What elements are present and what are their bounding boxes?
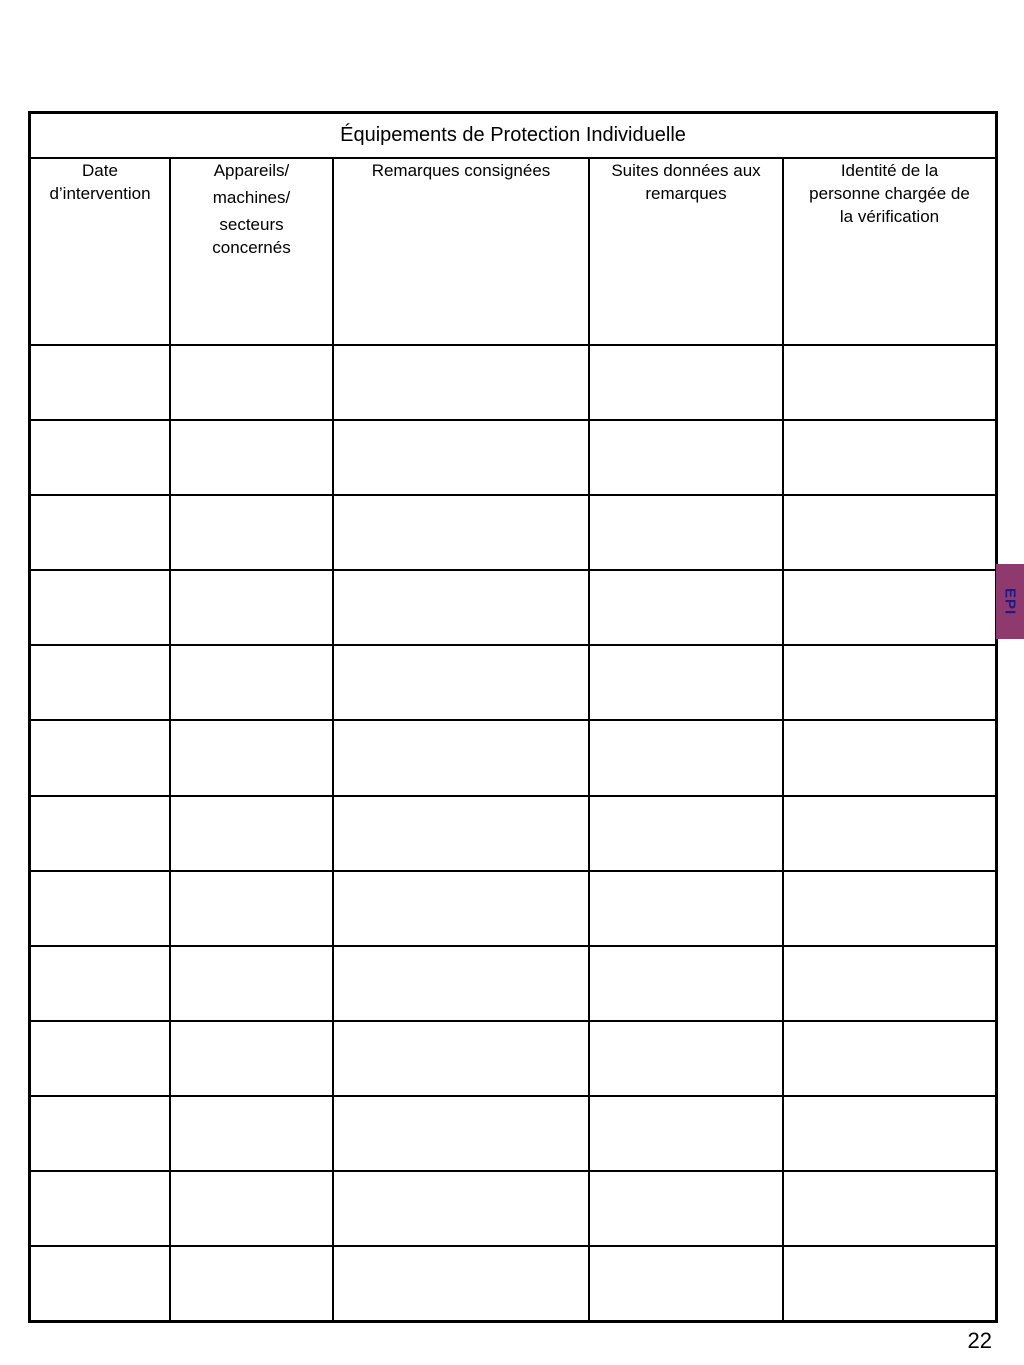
table-cell[interactable] — [589, 1096, 783, 1171]
table-cell[interactable] — [31, 420, 170, 495]
table-cell[interactable] — [31, 570, 170, 645]
table-row — [31, 420, 995, 495]
table-cell[interactable] — [589, 796, 783, 871]
table-cell[interactable] — [783, 645, 995, 720]
table-cell[interactable] — [31, 345, 170, 420]
table-row — [31, 1096, 995, 1171]
table-title: Équipements de Protection Individuelle — [31, 114, 995, 158]
table-row — [31, 495, 995, 570]
table-cell[interactable] — [589, 720, 783, 795]
table-cell[interactable] — [31, 271, 170, 345]
table-row — [31, 796, 995, 871]
table-cell[interactable] — [783, 1246, 995, 1320]
column-header-verifier-line: la vérification — [839, 207, 940, 227]
table-cell[interactable] — [170, 1246, 333, 1320]
column-header-verifier — [783, 158, 995, 271]
table-cell[interactable] — [783, 1021, 995, 1096]
column-header-follow-up-line: Suites données aux — [611, 161, 761, 181]
verification-log-sheet — [28, 111, 998, 1323]
table-cell[interactable] — [589, 1246, 783, 1320]
table-cell[interactable] — [589, 645, 783, 720]
table-cell[interactable] — [589, 570, 783, 645]
table-row — [31, 871, 995, 946]
table-cell[interactable] — [31, 1246, 170, 1320]
table-cell[interactable] — [333, 720, 589, 795]
table-cell[interactable] — [170, 345, 333, 420]
section-tab[interactable] — [996, 564, 1024, 639]
column-header-equipment-line: Appareils/ — [213, 161, 290, 181]
table-cell[interactable] — [333, 1171, 589, 1246]
column-header-equipment-line: concernés — [212, 238, 291, 258]
table-row — [31, 1171, 995, 1246]
table-cell[interactable] — [589, 946, 783, 1021]
table-cell[interactable] — [333, 645, 589, 720]
column-header-row — [31, 158, 995, 271]
table-cell[interactable] — [170, 495, 333, 570]
table-cell[interactable] — [333, 570, 589, 645]
column-header-remarks — [333, 158, 589, 271]
table-cell[interactable] — [170, 1171, 333, 1246]
table-cell[interactable] — [783, 1096, 995, 1171]
table-cell[interactable] — [170, 1096, 333, 1171]
table-cell[interactable] — [31, 946, 170, 1021]
table-cell[interactable] — [783, 796, 995, 871]
column-header-date-line: Date — [82, 161, 118, 181]
table-cell[interactable] — [333, 796, 589, 871]
table-cell[interactable] — [333, 946, 589, 1021]
table-cell[interactable] — [170, 645, 333, 720]
table-title-row — [31, 114, 995, 158]
table-cell[interactable] — [783, 946, 995, 1021]
table-cell[interactable] — [783, 570, 995, 645]
table-cell[interactable] — [333, 495, 589, 570]
column-header-equipment-line: secteurs — [219, 215, 284, 235]
table-cell[interactable] — [170, 570, 333, 645]
table-cell[interactable] — [333, 420, 589, 495]
table-cell[interactable] — [31, 645, 170, 720]
table-cell[interactable] — [783, 871, 995, 946]
column-header-verifier-line: personne chargée de — [809, 184, 970, 204]
table-cell[interactable] — [783, 345, 995, 420]
table-cell[interactable] — [783, 420, 995, 495]
table-cell[interactable] — [170, 271, 333, 345]
table-row — [31, 645, 995, 720]
table-cell[interactable] — [31, 1021, 170, 1096]
table-row — [31, 345, 995, 420]
table-cell[interactable] — [783, 720, 995, 795]
column-header-equipment — [170, 158, 333, 271]
table-cell[interactable] — [589, 1171, 783, 1246]
table-cell[interactable] — [589, 345, 783, 420]
log-body — [31, 271, 995, 1320]
table-cell[interactable] — [589, 871, 783, 946]
table-cell[interactable] — [31, 871, 170, 946]
table-cell[interactable] — [589, 271, 783, 345]
column-header-follow-up — [589, 158, 783, 271]
table-cell[interactable] — [31, 495, 170, 570]
table-row — [31, 946, 995, 1021]
table-row — [31, 720, 995, 795]
table-cell[interactable] — [589, 420, 783, 495]
table-cell[interactable] — [31, 796, 170, 871]
column-header-follow-up-line: remarques — [645, 184, 727, 204]
table-cell[interactable] — [170, 796, 333, 871]
table-cell[interactable] — [170, 1021, 333, 1096]
table-cell[interactable] — [589, 495, 783, 570]
table-cell[interactable] — [31, 1096, 170, 1171]
page-number: 22 — [967, 1328, 992, 1353]
table-row — [31, 570, 995, 645]
table-cell[interactable] — [333, 345, 589, 420]
table-cell[interactable] — [333, 1096, 589, 1171]
table-row — [31, 271, 995, 345]
table-cell[interactable] — [170, 420, 333, 495]
column-header-date — [31, 158, 170, 271]
table-cell[interactable] — [783, 1171, 995, 1246]
table-cell[interactable] — [170, 871, 333, 946]
table-cell[interactable] — [783, 495, 995, 570]
table-cell[interactable] — [31, 1171, 170, 1246]
table-cell[interactable] — [170, 720, 333, 795]
table-row — [31, 1246, 995, 1320]
table-cell[interactable] — [333, 871, 589, 946]
column-header-date-line: d’intervention — [49, 184, 151, 204]
column-header-verifier-line: Identité de la — [840, 161, 939, 181]
verification-log-table — [31, 114, 995, 1320]
column-header-equipment-line: machines/ — [212, 188, 291, 208]
table-cell[interactable] — [170, 946, 333, 1021]
column-header-remarks-line: Remarques consignées — [371, 161, 551, 181]
table-cell[interactable] — [589, 1021, 783, 1096]
table-row — [31, 1021, 995, 1096]
section-tab-label: EPI — [1001, 587, 1019, 616]
table-cell[interactable] — [783, 271, 995, 345]
table-cell[interactable] — [31, 720, 170, 795]
table-cell[interactable] — [333, 1021, 589, 1096]
table-cell[interactable] — [333, 1246, 589, 1320]
table-cell[interactable] — [333, 271, 589, 345]
